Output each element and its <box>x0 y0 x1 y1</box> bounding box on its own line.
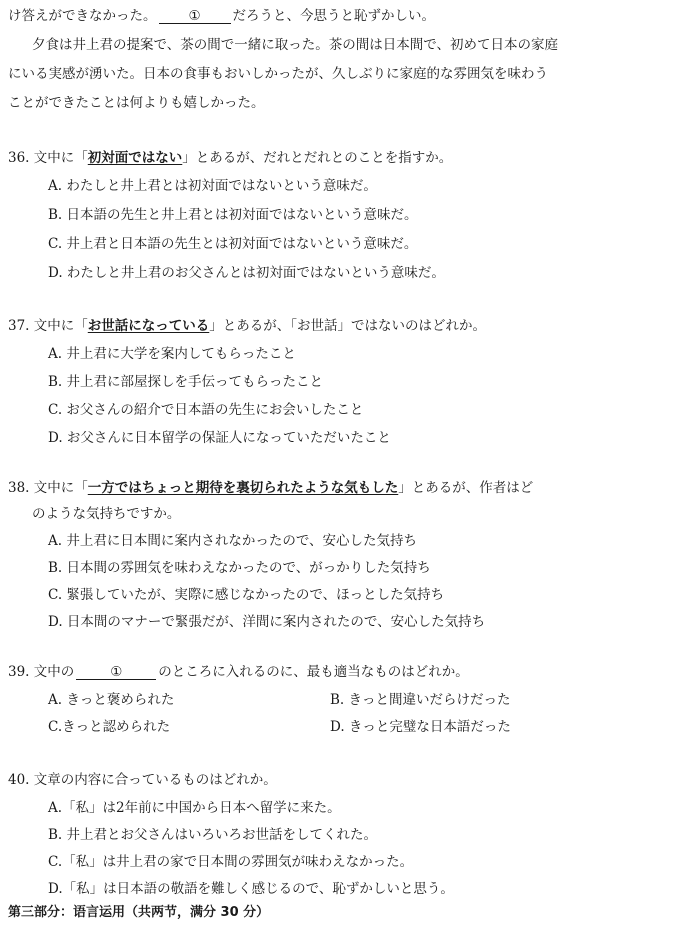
question-40-option-d[interactable]: D.「私」は日本語の敬語を難しく感じるので、恥ずかしいと思う。 <box>48 881 454 897</box>
question-38-option-d[interactable]: D. 日本間のマナーで緊張だが、洋間に案内されたので、安心した気持ち <box>48 614 486 630</box>
passage-line-2: 夕食は井上君の提案で、茶の間で一緒に取った。茶の間は日本間で、初めて日本の家庭 <box>32 37 558 53</box>
passage-line-1-pre: け答えができなかった。 <box>8 8 157 24</box>
question-37-quote: お世話になっている <box>87 318 210 334</box>
question-37-stem <box>8 318 486 334</box>
question-37-pre: 37. 文中に「 <box>8 318 88 334</box>
question-38-stem-line-2: のような気持ちですか。 <box>32 506 181 522</box>
passage-line-1-post: だろうと、今思うと恥ずかしい。 <box>232 8 435 24</box>
question-40-option-b[interactable]: B. 井上君とお父さんはいろいろお世話をしてくれた。 <box>48 827 378 843</box>
question-36-pre: 36. 文中に「 <box>8 150 88 166</box>
question-37-post: 」とあるが、「お世話」ではないのはどれか。 <box>209 318 487 334</box>
passage-blank-1: ① <box>159 9 231 24</box>
question-38-option-b[interactable]: B. 日本間の雰囲気を味わえなかったので、がっかりした気持ち <box>48 560 431 576</box>
question-38-quote: 一方ではちょっと期待を裏切られたような気もした <box>87 480 399 496</box>
passage-line-4: ことができたことは何よりも嬉しかった。 <box>8 95 265 111</box>
question-37-option-c[interactable]: C. お父さんの紹介で日本語の先生にお会いしたこと <box>48 402 364 418</box>
question-38-option-c[interactable]: C. 緊張していたが、実際に感じなかったので、ほっとした気持ち <box>48 587 445 603</box>
question-39-option-d[interactable]: D. きっと完璧な日本語だった <box>330 719 511 735</box>
question-37-option-b[interactable]: B. 井上君に部屋探しを手伝ってもらったこと <box>48 374 324 390</box>
question-38-pre: 38. 文中に「 <box>8 480 88 496</box>
question-39-option-c[interactable]: C.きっと認められた <box>48 719 171 735</box>
question-39-post: のところに入れるのに、最も適当なものはどれか。 <box>158 664 469 680</box>
question-39-option-b[interactable]: B. きっと間違いだらけだった <box>330 692 511 708</box>
question-38-stem <box>8 480 533 496</box>
question-36-option-d[interactable]: D. わたしと井上君のお父さんとは初対面ではないという意味だ。 <box>48 265 445 281</box>
question-36-post: 」とあるが、だれとだれとのことを指すか。 <box>182 150 453 166</box>
question-39-stem <box>8 664 469 680</box>
question-39-option-a[interactable]: A. きっと褒められた <box>48 692 175 708</box>
question-39-blank: ① <box>76 665 156 680</box>
question-40-option-c[interactable]: C.「私」は井上君の家で日本間の雰囲気が味わえなかった。 <box>48 854 414 870</box>
passage-line-3: にいる実感が湧いた。日本の食事もおいしかったが、久しぶりに家庭的な雰囲気を味わう <box>8 66 548 82</box>
section-heading: 第三部分：语言运用（共两节，满分 30 分） <box>8 905 270 920</box>
question-36-quote: 初対面ではない <box>87 150 183 166</box>
question-40-stem: 40. 文章の内容に合っているものはどれか。 <box>8 772 277 788</box>
question-40-option-a[interactable]: A.「私」は2年前に中国から日本へ留学に来た。 <box>48 800 341 816</box>
question-36-option-a[interactable]: A. わたしと井上君とは初対面ではないという意味だ。 <box>48 178 377 194</box>
question-36-option-c[interactable]: C. 井上君と日本語の先生とは初対面ではないという意味だ。 <box>48 236 418 252</box>
question-37-option-a[interactable]: A. 井上君に大学を案内してもらったこと <box>48 346 296 362</box>
question-38-post: 」とあるが、作者はど <box>398 480 534 496</box>
question-39-pre: 39. 文中の <box>8 664 75 680</box>
passage-line-1 <box>8 8 435 24</box>
question-36-option-b[interactable]: B. 日本語の先生と井上君とは初対面ではないという意味だ。 <box>48 207 418 223</box>
question-38-option-a[interactable]: A. 井上君に日本間に案内されなかったので、安心した気持ち <box>48 533 418 549</box>
question-37-option-d[interactable]: D. お父さんに日本留学の保証人になっていただいたこと <box>48 430 391 446</box>
question-36-stem <box>8 150 452 166</box>
